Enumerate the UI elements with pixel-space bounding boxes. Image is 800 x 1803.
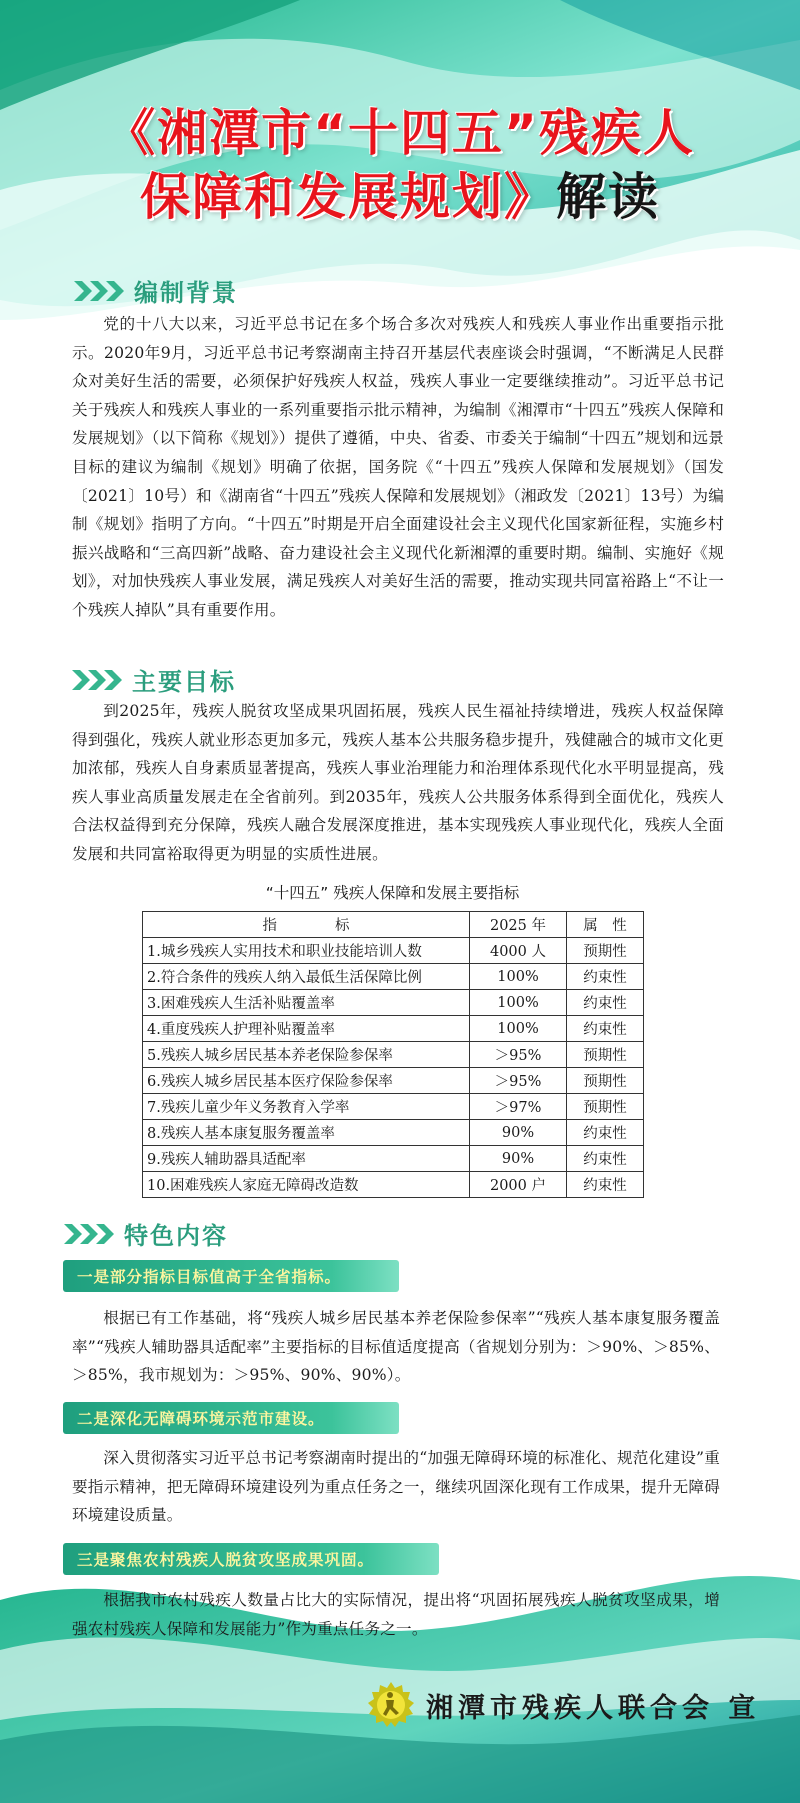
triple-chevron-icon [62, 1221, 114, 1247]
indicator-type: 约束性 [567, 964, 644, 990]
table-row [143, 1068, 644, 1094]
indicator-type: 预期性 [567, 1094, 644, 1120]
indicator-type: 预期性 [567, 1042, 644, 1068]
indicator-target: 4000 人 [470, 938, 567, 964]
table-row [143, 990, 644, 1016]
indicator-target: ＞95% [470, 1042, 567, 1068]
indicator-target: 2000 户 [470, 1172, 567, 1198]
table-header-year: 2025 年 [470, 912, 567, 938]
title-line-1: 《湘潭市“十四五”残疾人 [105, 104, 695, 162]
indicator-name: 2.符合条件的残疾人纳入最低生活保障比例 [143, 964, 470, 990]
indicator-name: 8.残疾人基本康复服务覆盖率 [143, 1120, 470, 1146]
table-caption: “十四五” 残疾人保障和发展主要指标 [265, 884, 520, 902]
background-paragraph: 党的十八大以来，习近平总书记在多个场合多次对残疾人和残疾人事业作出重要指示批示。2020年9月，习近平总书记考察湖南主持召开基层代表座谈会时强调，“不断满足人民群众对美好生活的需要，必须保护好残疾人权益，残疾人事业一定要继续推动”。习近平总书记关于残疾人和残疾人事业的一系列重要指示批示精神，为编制《湘潭市“十四五”残疾人保障和发展规划》（以下简称《规划》）提供了遵循，中央、省委、市委关于编制“十四五”规划和远景目标的建议为编制《规划》明确了依据，国务院《“十四五”残疾人保障和发展规划》（国发〔2021〕10号）和《湖南省“十四五”残疾人保障和发展规划》（湘政发〔2021〕13号）为编制《规划》指明了方向。“十四五”时期是开启全面建设社会主义现代化国家新征程，实施乡村振兴战略和“三高四新”战略、奋力建设社会主义现代化新湘潭的重要时期。编制、实施好《规划》，对加快残疾人事业发展，满足残疾人对美好生活的需要，推动实现共同富裕路上“不让一个残疾人掉队”具有重要作用。 [72, 315, 724, 619]
triple-chevron-icon [70, 667, 122, 693]
indicator-name: 10.困难残疾人家庭无障碍改造数 [143, 1172, 470, 1198]
organization-name: 湘潭市残疾人联合会 宣 [426, 1692, 761, 1724]
triple-chevron-icon [72, 278, 124, 304]
indicator-type: 约束性 [567, 1146, 644, 1172]
indicator-target: 100% [470, 1016, 567, 1042]
goals-paragraph: 到2025年，残疾人脱贫攻坚成果巩固拓展，残疾人民生福祉持续增进，残疾人权益保障得到强化，残疾人就业形态更加多元，残疾人基本公共服务稳步提升，残健融合的城市文化更加浓郁，残疾人自身素质显著提高，残疾人事业治理能力和治理体系现代化水平明显提高，残疾人事业高质量发展走在全省前列。到2035年，残疾人公共服务体系得到全面优化，残疾人合法权益得到充分保障，残疾人融合发展深度推进，基本实现残疾人事业现代化，残疾人全面发展和共同富裕取得更为明显的实质性进展。 [72, 702, 724, 863]
indicator-type: 约束性 [567, 1120, 644, 1146]
indicator-name: 1.城乡残疾人实用技术和职业技能培训人数 [143, 938, 470, 964]
indicator-type: 约束性 [567, 990, 644, 1016]
table-row [143, 1042, 644, 1068]
indicator-target: 100% [470, 964, 567, 990]
indicator-type: 预期性 [567, 938, 644, 964]
table-row [143, 1094, 644, 1120]
indicator-name: 7.残疾儿童少年义务教育入学率 [143, 1094, 470, 1120]
footer-organization [366, 1680, 760, 1730]
feature-paragraph-2: 深入贯彻落实习近平总书记考察湖南时提出的“加强无障碍环境的标准化、规范化建设”重要指示精神，把无障碍环境建设列为重点任务之一，继续巩固深化现有工作成果，提升无障碍环境建设质量。 [72, 1449, 720, 1525]
indicator-name: 9.残疾人辅助器具适配率 [143, 1146, 470, 1172]
table-row [143, 938, 644, 964]
table-row [143, 964, 644, 990]
indicator-name: 5.残疾人城乡居民基本养老保险参保率 [143, 1042, 470, 1068]
table-row [143, 1016, 644, 1042]
section-title: 主要目标 [132, 668, 236, 696]
table-row [143, 1146, 644, 1172]
indicator-target: ＞95% [470, 1068, 567, 1094]
indicator-name: 4.重度残疾人护理补贴覆盖率 [143, 1016, 470, 1042]
indicator-type: 约束性 [567, 1016, 644, 1042]
feature-paragraph-1: 根据已有工作基础，将“残疾人城乡居民基本养老保险参保率”“残疾人基本康复服务覆盖率”“残疾人辅助器具适配率”主要指标的目标值适度提高（省规划分别为：＞90%、＞85%、＞85%，我市规划为：＞95%、90%、90%）。 [72, 1309, 720, 1385]
table-header-indicator: 指 标 [143, 912, 470, 938]
feature-banner-1: 一是部分指标目标值高于全省指标。 [63, 1260, 399, 1292]
section-title: 编制背景 [134, 279, 238, 307]
indicator-type: 约束性 [567, 1172, 644, 1198]
indicator-name: 6.残疾人城乡居民基本医疗保险参保率 [143, 1068, 470, 1094]
indicator-type: 预期性 [567, 1068, 644, 1094]
indicator-target: 90% [470, 1120, 567, 1146]
table-row [143, 1172, 644, 1198]
feature-banner-3: 三是聚焦农村残疾人脱贫攻坚成果巩固。 [63, 1543, 439, 1575]
section-heading-features [62, 1216, 228, 1251]
page-title [0, 104, 800, 162]
title-line-2-dark: 解读 [556, 168, 660, 226]
indicator-name: 3.困难残疾人生活补贴覆盖率 [143, 990, 470, 1016]
title-line-2-red: 保障和发展规划》 [140, 168, 556, 226]
feature-banner-2: 二是深化无障碍环境示范市建设。 [63, 1402, 399, 1434]
indicator-target: 90% [470, 1146, 567, 1172]
feature-paragraph-3: 根据我市农村残疾人数量占比大的实际情况，提出将“巩固拓展残疾人脱贫攻坚成果，增强农村残疾人保障和发展能力”作为重点任务之一。 [72, 1591, 720, 1638]
indicators-table [142, 911, 644, 1198]
indicator-target: 100% [470, 990, 567, 1016]
table-header-type: 属 性 [567, 912, 644, 938]
table-header-row [143, 912, 644, 938]
table-row [143, 1120, 644, 1146]
section-title: 特色内容 [124, 1222, 228, 1250]
page-title-line-2 [0, 168, 800, 226]
indicator-target: ＞97% [470, 1094, 567, 1120]
section-heading-background [72, 273, 238, 308]
disabled-persons-federation-logo-icon [366, 1680, 416, 1730]
section-heading-goals [70, 662, 236, 697]
